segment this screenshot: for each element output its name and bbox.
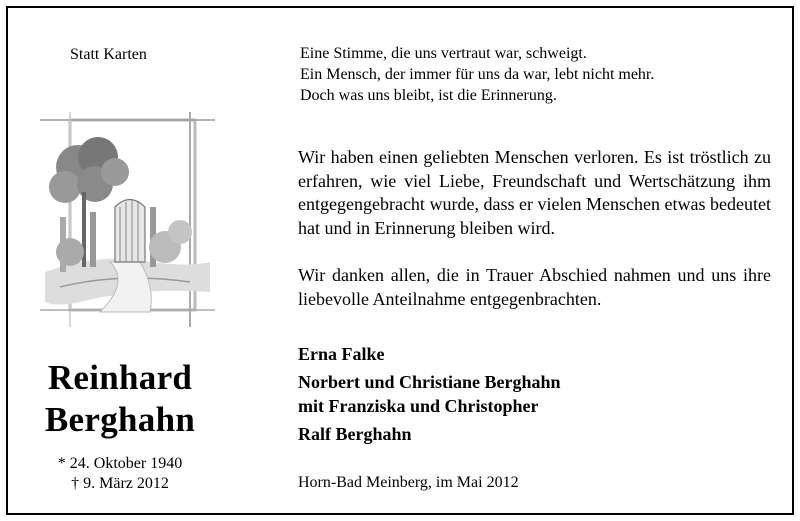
life-dates xyxy=(20,454,220,494)
verse-line: Doch was uns bleibt, ist die Erinnerung. xyxy=(300,87,557,104)
death-date: † 9. März 2012 xyxy=(71,475,169,492)
verse-line: Ein Mensch, der immer für uns da war, lebt nicht mehr. xyxy=(300,66,655,83)
birth-date: * 24. Oktober 1940 xyxy=(57,455,183,472)
place-and-date: Horn-Bad Meinberg, im Mai 2012 xyxy=(298,474,519,491)
deceased-last-name: Berghahn xyxy=(44,400,196,439)
family-member: Norbert und Christiane Berghahn xyxy=(298,372,561,392)
thanks-paragraph: Wir danken allen, die in Trauer Abschied nahmen und uns ihre liebevolle Anteilnahme entgegenbrachten. xyxy=(298,265,771,309)
condolence-paragraph: Wir haben einen geliebten Menschen verloren. Es ist tröstlich zu erfahren, wie viel Liebe, Freundschaft und Wertschätzung ihm entgegengebracht wurde, dass er vielen Menschen etwas bedeutet hat und in Erinnerung bleiben wird. xyxy=(298,147,771,238)
verse-line: Eine Stimme, die uns vertraut war, schweigt. xyxy=(300,45,587,62)
family-member: Erna Falke xyxy=(298,344,385,364)
statt-karten-label: Statt Karten xyxy=(70,46,147,63)
memorial-verse xyxy=(300,43,654,106)
garden-gate-illustration xyxy=(40,112,215,327)
family-member: mit Franziska und Christopher xyxy=(298,396,539,416)
deceased-first-name: Reinhard xyxy=(47,358,193,397)
family-member: Ralf Berghahn xyxy=(298,424,412,444)
family-signatures xyxy=(298,342,561,446)
